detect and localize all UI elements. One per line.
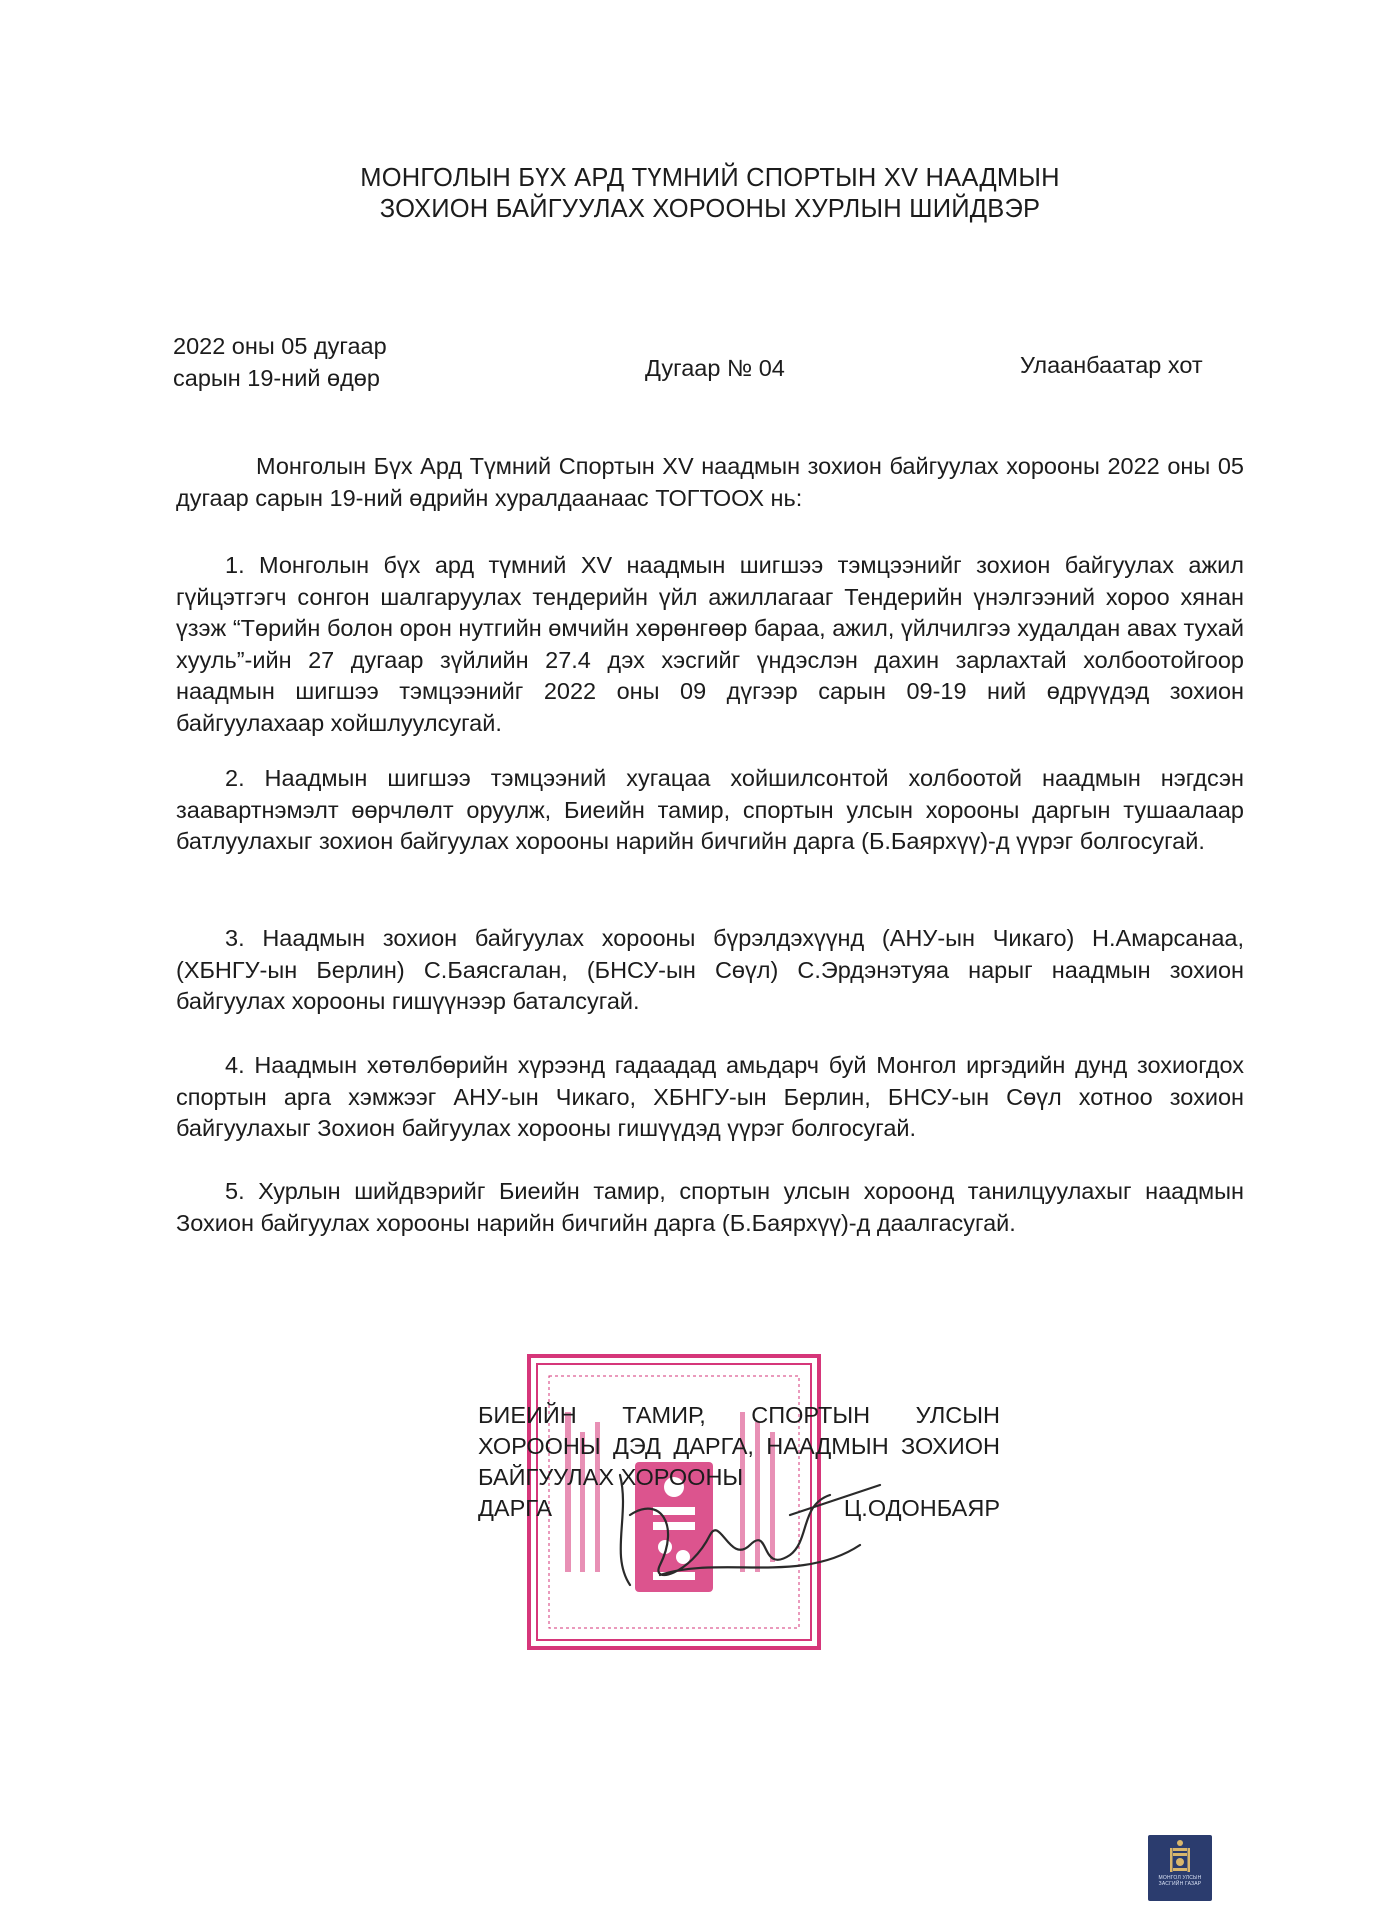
- handwritten-signature-icon: [600, 1455, 900, 1605]
- soyombo-icon: [1167, 1839, 1193, 1873]
- logo-text-line-2: ЗАСГИЙН ГАЗАР: [1158, 1881, 1202, 1887]
- title-line-1: МОНГОЛЫН БҮХ АРД ТҮМНИЙ СПОРТЫН XV НААДМЫН: [360, 164, 1060, 192]
- logo-text: [1159, 1875, 1202, 1887]
- document-date: [173, 330, 387, 394]
- signatory-title: БИЕИЙН ТАМИР, СПОРТЫН УЛСЫН ХОРООНЫ ДЭД ДАРГА, НААДМЫН ЗОХИОН БАЙГУУЛАХ ХОРООНЫ: [478, 1402, 1000, 1490]
- government-emblem-logo: [1148, 1835, 1212, 1901]
- resolution-item-5: 5. Хурлын шийдвэрийг Биеийн тамир, спортын улсын хороонд танилцуулахыг наадмын Зохион байгуулах хорооны нарийн бичгийн дарга (Б.Баярхүү)-д даалгасугай.: [176, 1178, 1244, 1236]
- date-line-2: сарын 19-ний өдөр: [173, 365, 380, 391]
- document-city: Улаанбаатар хот: [1020, 352, 1203, 378]
- intro-paragraph: Монголын Бүх Ард Түмний Спортын XV наадмын зохион байгуулах хорооны 2022 оны 05 дугаар сарын 19-ний өдрийн хуралдаанаас ТОГТООХ нь:: [176, 453, 1244, 511]
- resolution-item-2: 2. Наадмын шигшээ тэмцээний хугацаа хойшилсонтой холбоотой наадмын нэгдсэн заавартнэмэлт өөрчлөлт оруулж, Биеийн тамир, спортын улсын хорооны даргын тушаалаар батлуулахыг зохион байгуулах хорооны нарийн бичгийн дарга (Б.Баярхүү)-д үүрэг болгосугай.: [176, 765, 1244, 854]
- signatory-role: ДАРГА: [478, 1495, 553, 1521]
- resolution-item-4: 4. Наадмын хөтөлбөрийн хүрээнд гадаадад амьдарч буй Монгол иргэдийн дунд зохиогдох спортын арга хэмжээг АНУ-ын Чикаго, ХБНГУ-ын Берлин, БНСУ-ын Сөүл хотноо зохион байгуулахыг Зохион байгуулах хорооны гишүүдэд үүрэг болгосугай.: [176, 1052, 1244, 1141]
- document-number: Дугаар № 04: [645, 355, 785, 381]
- logo-text-line-1: МОНГОЛ УЛСЫН: [1158, 1875, 1202, 1881]
- title-line-2: ЗОХИОН БАЙГУУЛАХ ХОРООНЫ ХУРЛЫН ШИЙДВЭР: [379, 195, 1041, 223]
- date-line-1: 2022 оны 05 дугаар: [173, 333, 387, 359]
- document-title: [250, 163, 1170, 225]
- resolution-item-3: 3. Наадмын зохион байгуулах хорооны бүрэлдэхүүнд (АНУ-ын Чикаго) Н.Амарсанаа, (ХБНГУ-ын Берлин) С.Баясгалан, (БНСУ-ын Сөүл) С.Эрдэнэтуяа нарыг наадмын зохион байгуулах хорооны гишүүнээр баталсугай.: [176, 925, 1244, 1014]
- resolution-item-1: 1. Монголын бүх ард түмний XV наадмын шигшээ тэмцээнийг зохион байгуулах ажил гүйцэтгэгч сонгон шалгаруулах тендерийн үйл ажиллагааг Тендерийн үнэлгээний хороо хянан үзэж “Төрийн болон орон нутгийн өмчийн хөрөнгөөр бараа, ажил, үйлчилгээ худалдан авах тухай хууль”-ийн 27 дугаар зүйлийн 27.4 дэх хэсгийг үндэслэн дахин зарлахтай холбоотойгоор наадмын шигшээ тэмцээнийг 2022 оны 09 дүгээр сарын 09-19 ний өдрүүдэд зохион байгуулахаар хойшлуулсугай.: [176, 552, 1244, 736]
- signatory-name: Ц.ОДОНБАЯР: [843, 1495, 1000, 1521]
